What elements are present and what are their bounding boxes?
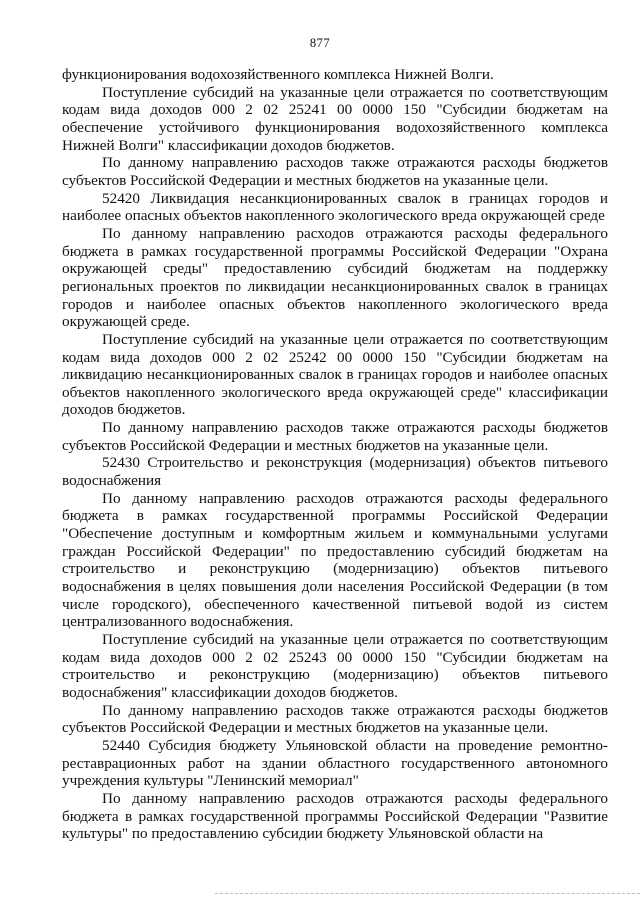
document-body — [62, 66, 608, 843]
section-heading-52440: 52440 Субсидия бюджету Ульяновской области на проведение ремонтно-реставрационных работ на здании областного государственного автономного учреждения культуры "Ленинский мемориал" — [62, 736, 608, 790]
paragraph: По данному направлению расходов также отражаются расходы бюджетов субъектов Российской Федерации и местных бюджетов на указанные цели. — [62, 419, 608, 454]
section-heading-52420: 52420 Ликвидация несанкционированных свалок в границах городов и наиболее опасных объектов накопленного экологического вреда окружающей среде — [62, 189, 608, 225]
paragraph: По данному направлению расходов также отражаются расходы бюджетов субъектов Российской Федерации и местных бюджетов на указанные цели. — [62, 154, 608, 189]
paragraph: Поступление субсидий на указанные цели отражается по соответствующим кодам вида доходов 000 2 02 25242 00 0000 150 "Субсидии бюджетам на ликвидацию несанкционированных свалок в границах городов и наиболее опасных объектов накопленного экологического вреда окружающей среде" классификации доходов бюджетов. — [62, 330, 608, 419]
section-heading-52430: 52430 Строительство и реконструкция (модернизация) объектов питьевого водоснабжения — [62, 454, 608, 490]
paragraph: По данному направлению расходов отражаются расходы федерального бюджета в рамках государственной программы Российской Федерации "Охрана окружающей среды" предоставлению субсидий бюджетам на поддержку региональных проектов по ликвидации несанкционированных свалок в границах городов и наиболее опасных объектов накопленного экологического вреда окружающей среде. — [62, 224, 608, 331]
paragraph: По данному направлению расходов отражаются расходы федерального бюджета в рамках государственной программы Российской Федерации "Обеспечение доступным и комфортным жильем и коммунальными услугами граждан Российской Федерации" по предоставлению субсидий бюджетам на строительство и реконструкцию (модернизацию) объектов питьевого водоснабжения в целях повышения доли населения Российской Федерации (в том числе городского), обеспеченного качественной питьевой водой из систем централизованного водоснабжения. — [62, 489, 608, 631]
paragraph: Поступление субсидий на указанные цели отражается по соответствующим кодам вида доходов 000 2 02 25243 00 0000 150 "Субсидии бюджетам на строительство и реконструкцию (модернизацию) объектов питьевого водоснабжения" классификации доходов бюджетов. — [62, 631, 608, 701]
paragraph: функционирования водохозяйственного комплекса Нижней Волги. — [62, 66, 494, 83]
scan-edge-line — [215, 893, 640, 894]
page-number: 877 — [309, 36, 331, 50]
paragraph: По данному направлению расходов также отражаются расходы бюджетов субъектов Российской Федерации и местных бюджетов на указанные цели. — [62, 701, 608, 737]
paragraph: Поступление субсидий на указанные цели отражается по соответствующим кодам вида доходов 000 2 02 25241 00 0000 150 "Субсидии бюджетам на обеспечение устойчивого функционирования водохозяйственного комплекса Нижней Волги" классификации доходов бюджетов. — [62, 83, 608, 154]
paragraph: По данному направлению расходов отражаются расходы федерального бюджета в рамках государственной программы Российской Федерации "Развитие культуры" по предоставлению субсидии бюджету Ульяновской области на — [62, 789, 608, 843]
